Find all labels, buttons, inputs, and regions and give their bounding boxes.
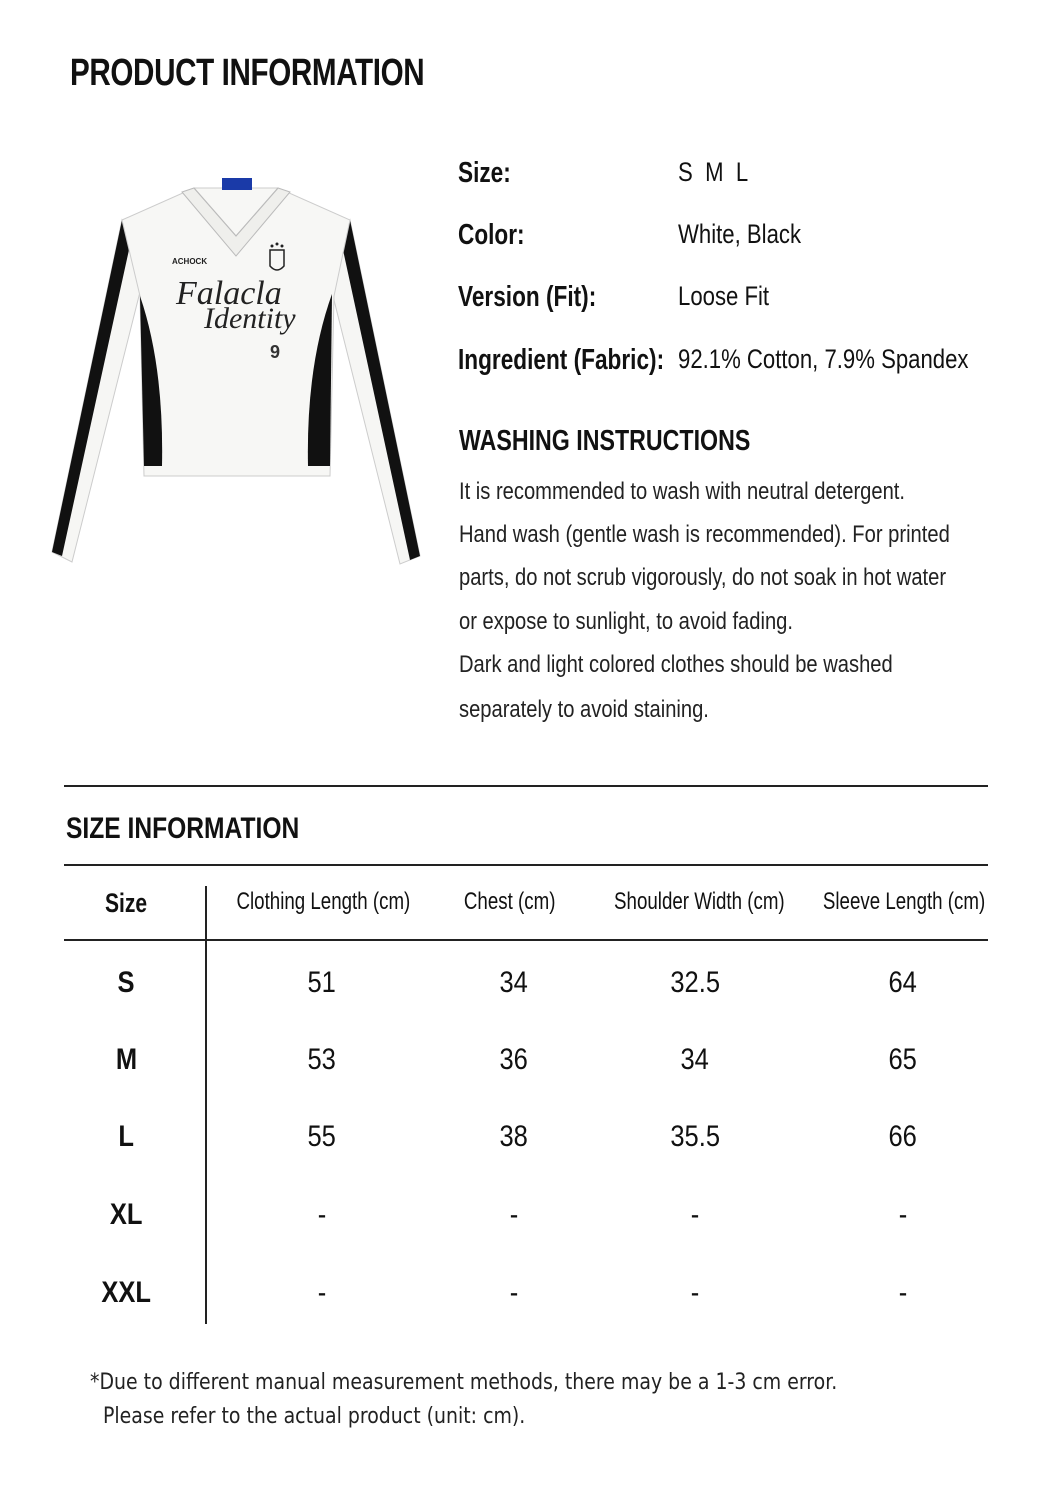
jersey-number: 9 xyxy=(270,342,281,362)
table-header-sleeve-length: Sleeve Length (cm) xyxy=(822,888,986,915)
washing-line: Dark and light colored clothes should be washed xyxy=(459,651,893,678)
table-cell: 64 xyxy=(888,966,918,999)
spec-color xyxy=(458,219,1018,259)
table-cell: 34 xyxy=(680,1043,710,1076)
table-top-rule xyxy=(64,864,988,866)
table-header-clothing-length: Clothing Length (cm) xyxy=(236,888,411,915)
unit-note: Please refer to the actual product (unit: cm). xyxy=(103,1404,526,1429)
spec-value: White, Black xyxy=(678,219,802,249)
table-cell: 32.5 xyxy=(670,966,720,999)
script-line-1: Falacla xyxy=(176,275,282,312)
table-cell: 55 xyxy=(307,1120,337,1153)
washing-line: Hand wash (gentle wash is recommended). For printed xyxy=(459,521,950,548)
spec-label: Color: xyxy=(458,219,525,251)
table-cell: - xyxy=(898,1198,908,1231)
table-header-shoulder-width: Shoulder Width (cm) xyxy=(614,888,785,915)
table-cell-size: M xyxy=(115,1043,137,1076)
product-image xyxy=(44,176,428,572)
table-cell: 66 xyxy=(888,1120,918,1153)
washing-title: WASHING INSTRUCTIONS xyxy=(459,425,751,457)
table-cell: 36 xyxy=(499,1043,529,1076)
size-information-title: SIZE INFORMATION xyxy=(66,812,300,845)
table-cell: 38 xyxy=(499,1120,529,1153)
long-sleeve-jersey-top-illustration xyxy=(52,178,420,564)
brand-tag: ACHOCK xyxy=(172,257,208,266)
spec-label: Version (Fit): xyxy=(458,281,597,313)
table-cell: - xyxy=(898,1276,908,1309)
washing-line: separately to avoid staining. xyxy=(459,696,709,723)
spec-value: S M L xyxy=(678,157,749,187)
table-header-chest: Chest (cm) xyxy=(464,888,556,915)
table-cell: - xyxy=(690,1198,700,1231)
table-column-divider xyxy=(205,886,207,1324)
section-divider xyxy=(64,785,988,787)
table-cell: - xyxy=(509,1198,519,1231)
table-cell: 53 xyxy=(307,1043,337,1076)
spec-label: Size: xyxy=(458,157,511,189)
table-cell: 35.5 xyxy=(670,1120,720,1153)
spec-label: Ingredient (Fabric): xyxy=(458,344,665,376)
table-cell: 34 xyxy=(499,966,529,999)
spec-fabric xyxy=(458,344,1018,384)
table-cell: - xyxy=(509,1276,519,1309)
washing-line: or expose to sunlight, to avoid fading. xyxy=(459,608,793,635)
table-cell: - xyxy=(317,1198,327,1231)
table-cell: 51 xyxy=(307,966,337,999)
script-line-2: Identity xyxy=(204,302,296,335)
spec-value: 92.1% Cotton, 7.9% Spandex xyxy=(678,344,969,374)
spec-fit xyxy=(458,281,1018,321)
washing-line: parts, do not scrub vigorously, do not soak in hot water xyxy=(459,564,947,591)
table-cell-size: L xyxy=(118,1120,134,1153)
table-cell: - xyxy=(317,1276,327,1309)
table-cell: 65 xyxy=(888,1043,918,1076)
spec-size xyxy=(458,157,1018,197)
table-cell: - xyxy=(690,1276,700,1309)
spec-value: Loose Fit xyxy=(678,281,770,311)
table-header-size: Size xyxy=(104,888,148,918)
page-title: PRODUCT INFORMATION xyxy=(70,52,425,94)
table-cell-size: XXL xyxy=(101,1276,151,1309)
table-cell-size: XL xyxy=(109,1198,143,1231)
measurement-note: *Due to different manual measurement methods, there may be a 1-3 cm error. xyxy=(90,1370,838,1395)
washing-line: It is recommended to wash with neutral detergent. xyxy=(459,478,906,505)
table-cell-size: S xyxy=(117,966,135,999)
table-header-rule xyxy=(64,939,988,941)
